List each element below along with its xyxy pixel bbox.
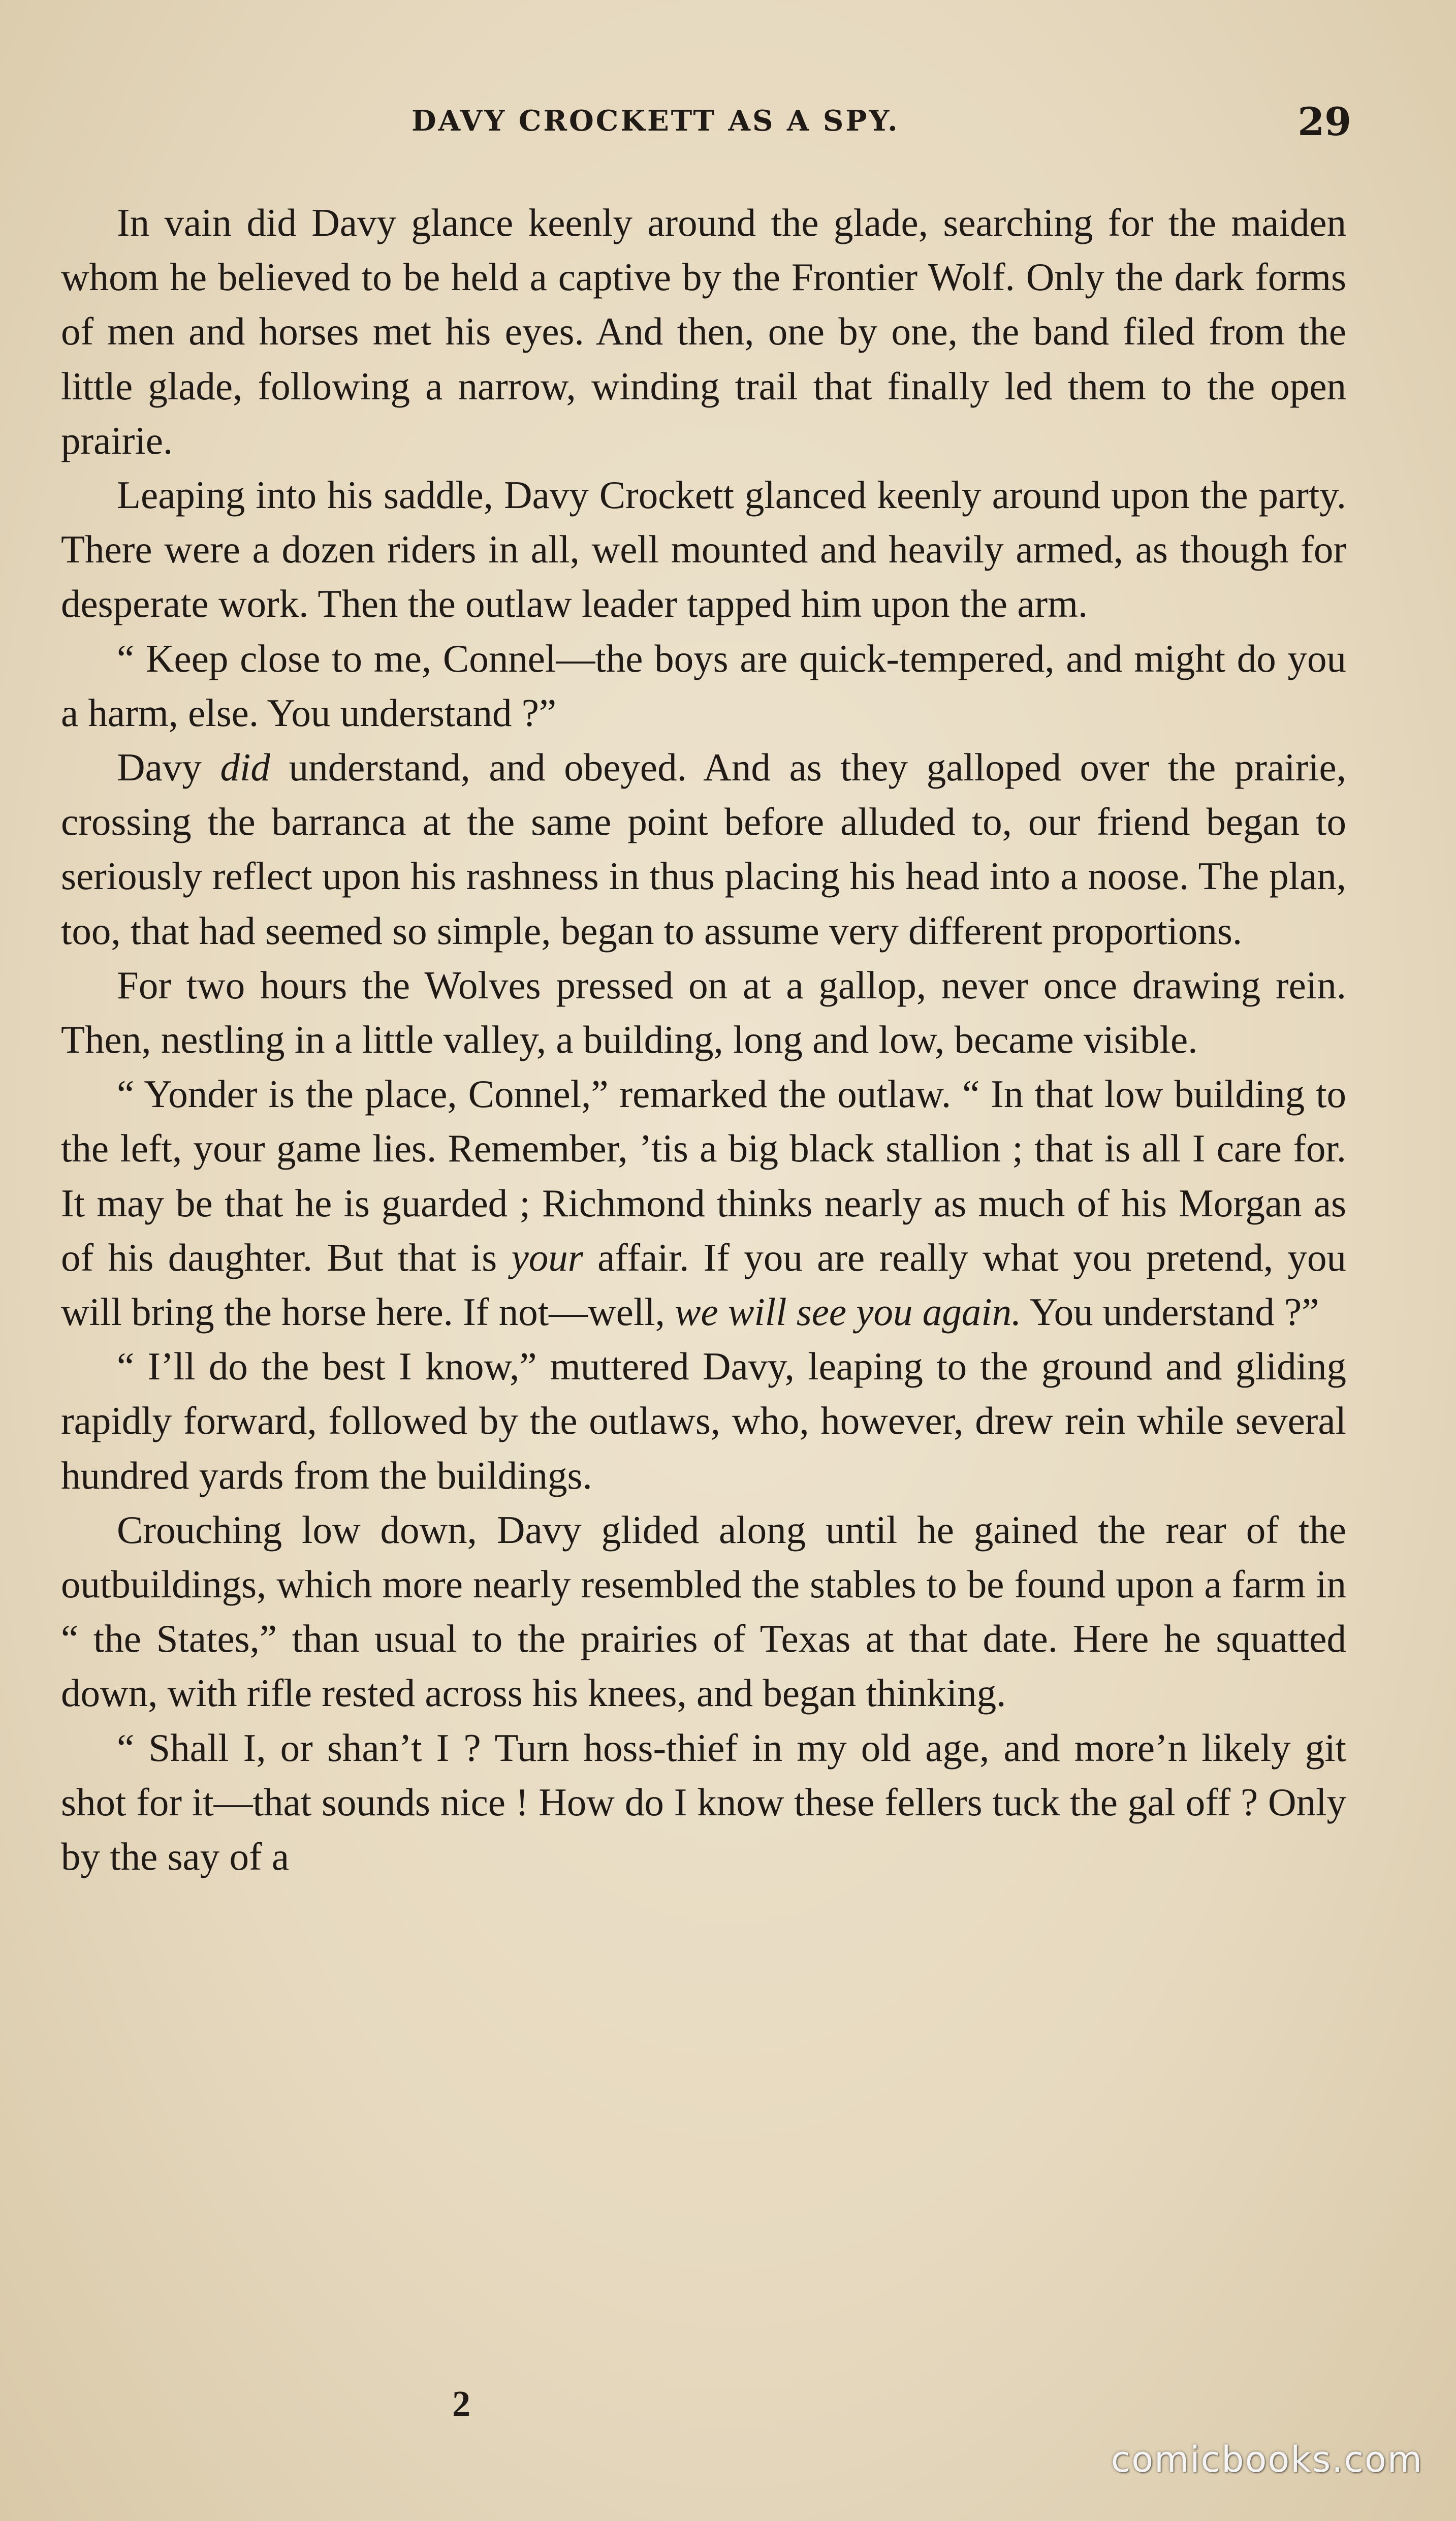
- text-run: For two hours the Wolves pressed on at a gallop, never once drawing rein. Then, nestling in a little valley, a building, long and low, became visible.: [61, 963, 1346, 1062]
- text-run: You understand ?”: [1021, 1290, 1319, 1334]
- paragraph: [61, 1503, 1346, 1721]
- watermark: comicbooks.com: [1111, 2439, 1423, 2480]
- text-run: “ Keep close to me, Connel—the boys are quick-tempered, and might do you a harm, else. You understand ?”: [61, 636, 1346, 735]
- text-run: In vain did Davy glance keenly around the glade, searching for the maiden whom he believed to be held a captive by the Frontier Wolf. Only the dark forms of men and horses met his eyes. And then, one by one, the band filed from the little glade, following a narrow, winding trail that finally led them to the open prairie.: [61, 201, 1346, 462]
- italic-text: we will see you again.: [675, 1290, 1022, 1334]
- paragraph: [61, 196, 1346, 468]
- body-text: [61, 196, 1346, 1884]
- paragraph: [61, 740, 1346, 958]
- paragraph: [61, 1067, 1346, 1339]
- page-header: [61, 99, 1351, 155]
- text-run: Crouching low down, Davy glided along until he gained the rear of the outbuildings, which more nearly resembled the stables to be found upon a farm in “ the States,” than usual to the prairies of Texas at that date. Here he squatted down, with rifle rested across his knees, and began thinking.: [61, 1507, 1346, 1715]
- text-run: “ Yonder is the place, Connel,” remarked the outlaw. “ In that low building to the left, your game lies. Remember, ’tis a big black stallion ; that is all I care for. It may be that he is guarded ; Richmond thinks nearly as much of his Morgan as of his daughter. But that is: [61, 1072, 1346, 1279]
- paragraph: [61, 1339, 1346, 1503]
- italic-text: did: [220, 745, 270, 790]
- text-run: Davy: [117, 745, 220, 790]
- running-head: DAVY CROCKETT AS A SPY.: [412, 104, 900, 138]
- paragraph: [61, 632, 1346, 740]
- text-run: “ Shall I, or shan’t I ? Turn hoss-thief in my old age, and more’n likely git shot for it—that sounds nice ! How do I know these fellers tuck the gal off ? Only by the say of a: [61, 1725, 1346, 1879]
- text-run: “ I’ll do the best I know,” muttered Davy, leaping to the ground and gliding rapidly forward, followed by the outlaws, who, however, drew rein while several hundred yards from the buildings.: [61, 1344, 1346, 1497]
- paragraph: [61, 1721, 1346, 1884]
- page-number: 29: [1297, 99, 1351, 144]
- text-run: understand, and obeyed. And as they galloped over the prairie, crossing the barranca at the same point before alluded to, our friend began to seriously reflect upon his rashness in thus placing his head into a noose. The plan, too, that had seemed so simple, began to assume very different proportions.: [61, 745, 1346, 953]
- signature-mark: 2: [452, 2383, 470, 2424]
- paragraph: [61, 958, 1346, 1067]
- text-run: affair. If you are really what you pretend, you will bring the horse here. If not—well,: [61, 1235, 1347, 1334]
- text-run: Leaping into his saddle, Davy Crockett glanced keenly around upon the party. There were a dozen riders in all, well mounted and heavily armed, as though for desperate work. Then the outlaw leader tapped him upon the arm.: [61, 473, 1346, 626]
- italic-text: your: [511, 1235, 583, 1279]
- paragraph: [61, 468, 1346, 632]
